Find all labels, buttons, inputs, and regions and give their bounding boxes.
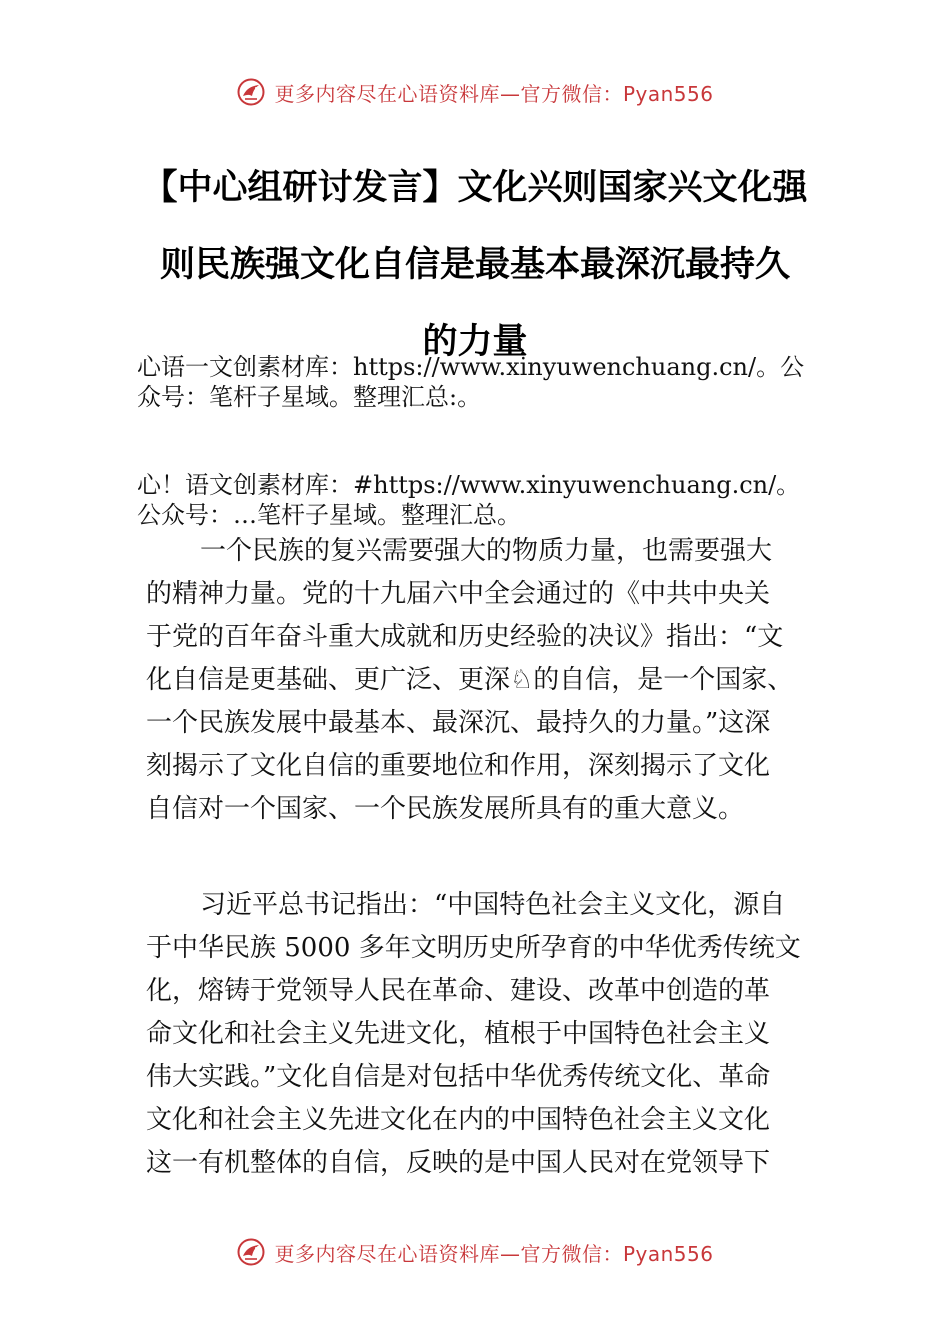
- paragraph-line: 化，熔铸于党领导人民在革命、建设、改革中创造的革: [146, 976, 771, 1006]
- paragraph-line: 刻揭示了文化自信的重要地位和作用，深刻揭示了文化: [146, 751, 771, 781]
- paragraph-line: 习近平总书记指出：“中国特色社会主义文化，源自: [200, 890, 786, 920]
- source-note-line: 众号：笔杆子星域。整理汇总:。: [137, 383, 482, 411]
- paragraph-line: 于党的百年奋斗重大成就和历史经验的决议》指出：“文: [146, 622, 784, 652]
- body-paragraph: [146, 530, 826, 831]
- footer-banner: [0, 1232, 950, 1272]
- red-circle-bird-logo-icon: [236, 1237, 266, 1267]
- paragraph-line: 文化和社会主义先进文化在内的中国特色社会主义文化: [146, 1105, 771, 1135]
- source-note-line: 公众号：…笔杆子星域。整理汇总。: [137, 501, 521, 529]
- paragraph-line: 命文化和社会主义先进文化，植根于中国特色社会主义: [146, 1019, 771, 1049]
- title-line: 则民族强文化自信是最基本最深沉最持久: [159, 245, 790, 285]
- source-note: [137, 470, 857, 530]
- paragraph-line: 伟大实践。”文化自信是对包括中华优秀传统文化、革命: [146, 1062, 771, 1092]
- title-line: 【中心组研讨发言】文化兴则国家兴文化强: [142, 168, 808, 208]
- header-banner-text: 更多内容尽在心语资料库—官方微信：Pyan556: [274, 81, 714, 106]
- paragraph-line: 化自信是更基础、更广泛、更深♘的自信，是一个国家、: [146, 665, 794, 695]
- paragraph-line: 自信对一个国家、一个民族发展所具有的重大意义。: [146, 794, 745, 824]
- paragraph-line: 一个民族的复兴需要强大的物质力量，也需要强大: [200, 536, 773, 566]
- body-paragraph: [146, 884, 826, 1185]
- title-line: 的力量: [422, 322, 528, 362]
- paragraph-line: 这一有机整体的自信，反映的是中国人民对在党领导下: [146, 1148, 771, 1178]
- source-note: [137, 352, 857, 412]
- source-note-line: 心！语文创素材库：#https://www.xinyuwenchuang.cn/。: [137, 471, 801, 499]
- red-circle-bird-logo-icon: [236, 77, 266, 107]
- document-title: [110, 150, 840, 381]
- paragraph-line: 的精神力量。党的十九届六中全会通过的《中共中央关: [146, 579, 771, 609]
- header-banner: [0, 72, 950, 112]
- paragraph-line: 一个民族发展中最基本、最深沉、最持久的力量。”这深: [146, 708, 771, 738]
- footer-banner-text: 更多内容尽在心语资料库—官方微信：Pyan556: [274, 1241, 714, 1266]
- paragraph-line: 于中华民族 5000 多年文明历史所孕育的中华优秀传统文: [146, 933, 801, 963]
- source-note-line: 心语一文创素材库：https://www.xinyuwenchuang.cn/。公: [137, 353, 805, 381]
